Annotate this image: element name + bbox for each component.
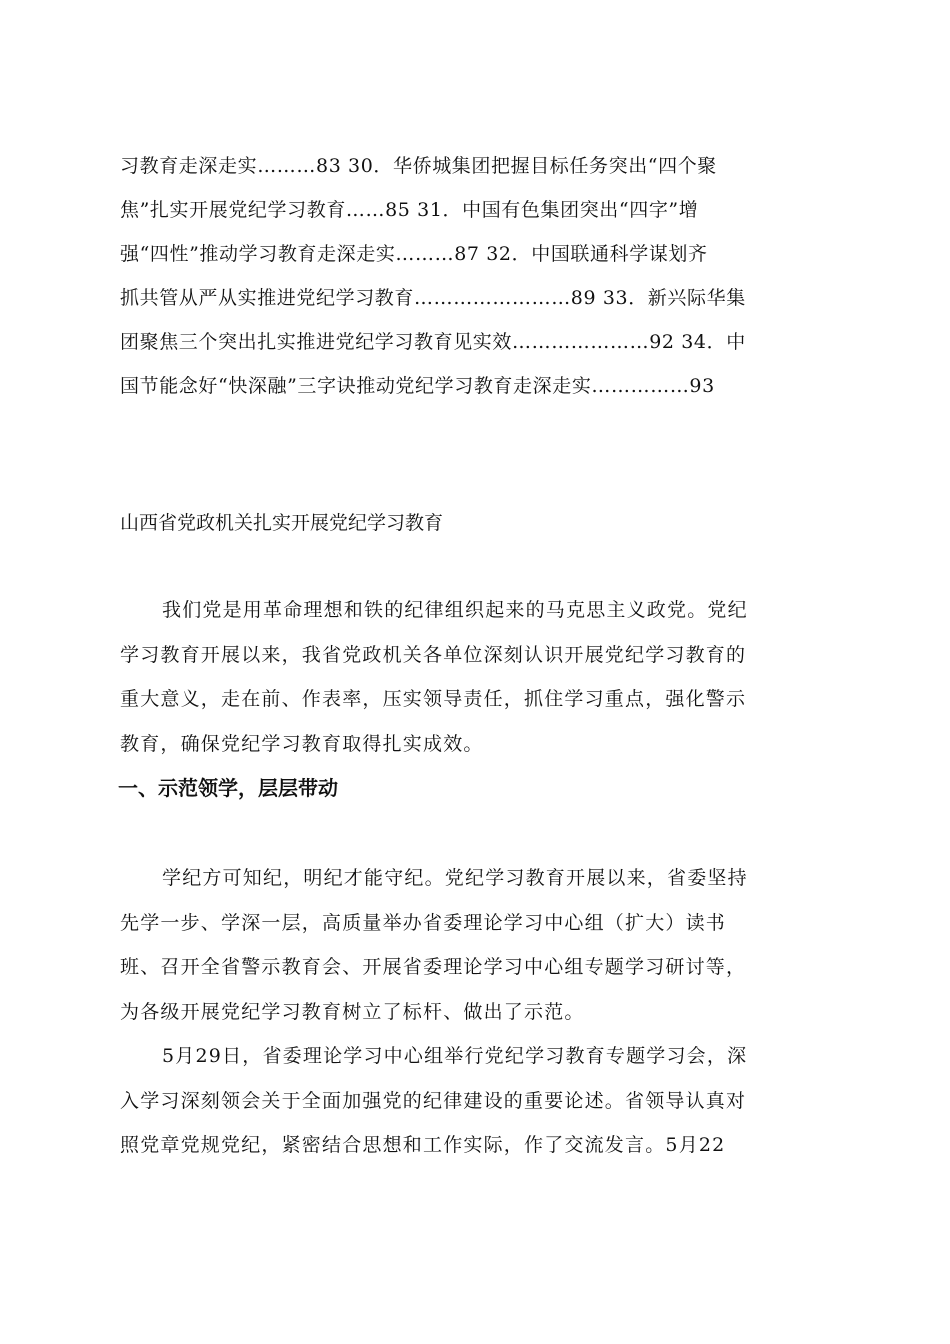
table-of-contents: [120, 144, 832, 408]
toc-line: 强“四性”推动学习教育走深走实………87 32．中国联通科学谋划齐: [120, 243, 708, 265]
toc-line: 习教育走深走实………83 30．华侨城集团把握目标任务突出“四个聚: [120, 155, 717, 177]
paragraph-line: 先学一步、学深一层，高质量举办省委理论学习中心组（扩大）读书: [120, 911, 727, 934]
paragraph-line: 班、召开全省警示教育会、开展省委理论学习中心组专题学习研讨等，: [120, 956, 747, 978]
paragraph-line: 5月29日，省委理论学习中心组举行党纪学习教育专题学习会，深: [162, 1045, 748, 1067]
paragraph-line: 入学习深刻领会关于全面加强党的纪律建设的重要论述。省领导认真对: [120, 1089, 747, 1112]
article-title: 山西省党政机关扎实开展党纪学习教育: [120, 512, 444, 534]
intro-paragraph: [120, 588, 832, 766]
paragraph-line: 照党章党规党纪，紧密结合思想和工作实际，作了交流发言。5月22: [120, 1134, 726, 1156]
toc-line: 国节能念好“快深融”三字诀推动党纪学习教育走深走实……………93: [120, 375, 715, 397]
toc-line: 抓共管从严从实推进党纪学习教育……………………89 33．新兴际华集: [120, 287, 746, 309]
paragraph-line: 我们党是用革命理想和铁的纪律组织起来的马克思主义政党。党纪: [162, 599, 748, 621]
section1-paragraph-1: [120, 856, 832, 1034]
paragraph-line: 学习教育开展以来，我省党政机关各单位深刻认识开展党纪学习教育的: [120, 643, 747, 666]
paragraph-line: 重大意义，走在前、作表率，压实领导责任，抓住学习重点，强化警示: [120, 688, 747, 710]
toc-line: 团聚焦三个突出扎实推进党纪学习教育见实效…………………92 34．中: [120, 331, 746, 353]
section1-paragraph-2: [120, 1034, 832, 1168]
toc-line: 焦”扎实开展党纪学习教育……85 31．中国有色集团突出“四字”增: [120, 199, 699, 221]
paragraph-line: 学纪方可知纪，明纪才能守纪。党纪学习教育开展以来，省委坚持: [162, 867, 748, 889]
section-heading: 一、示范领学，层层带动: [118, 776, 338, 800]
paragraph-line: 教育，确保党纪学习教育取得扎实成效。: [120, 732, 484, 755]
paragraph-line: 为各级开展党纪学习教育树立了标杆、做出了示范。: [120, 1000, 585, 1023]
